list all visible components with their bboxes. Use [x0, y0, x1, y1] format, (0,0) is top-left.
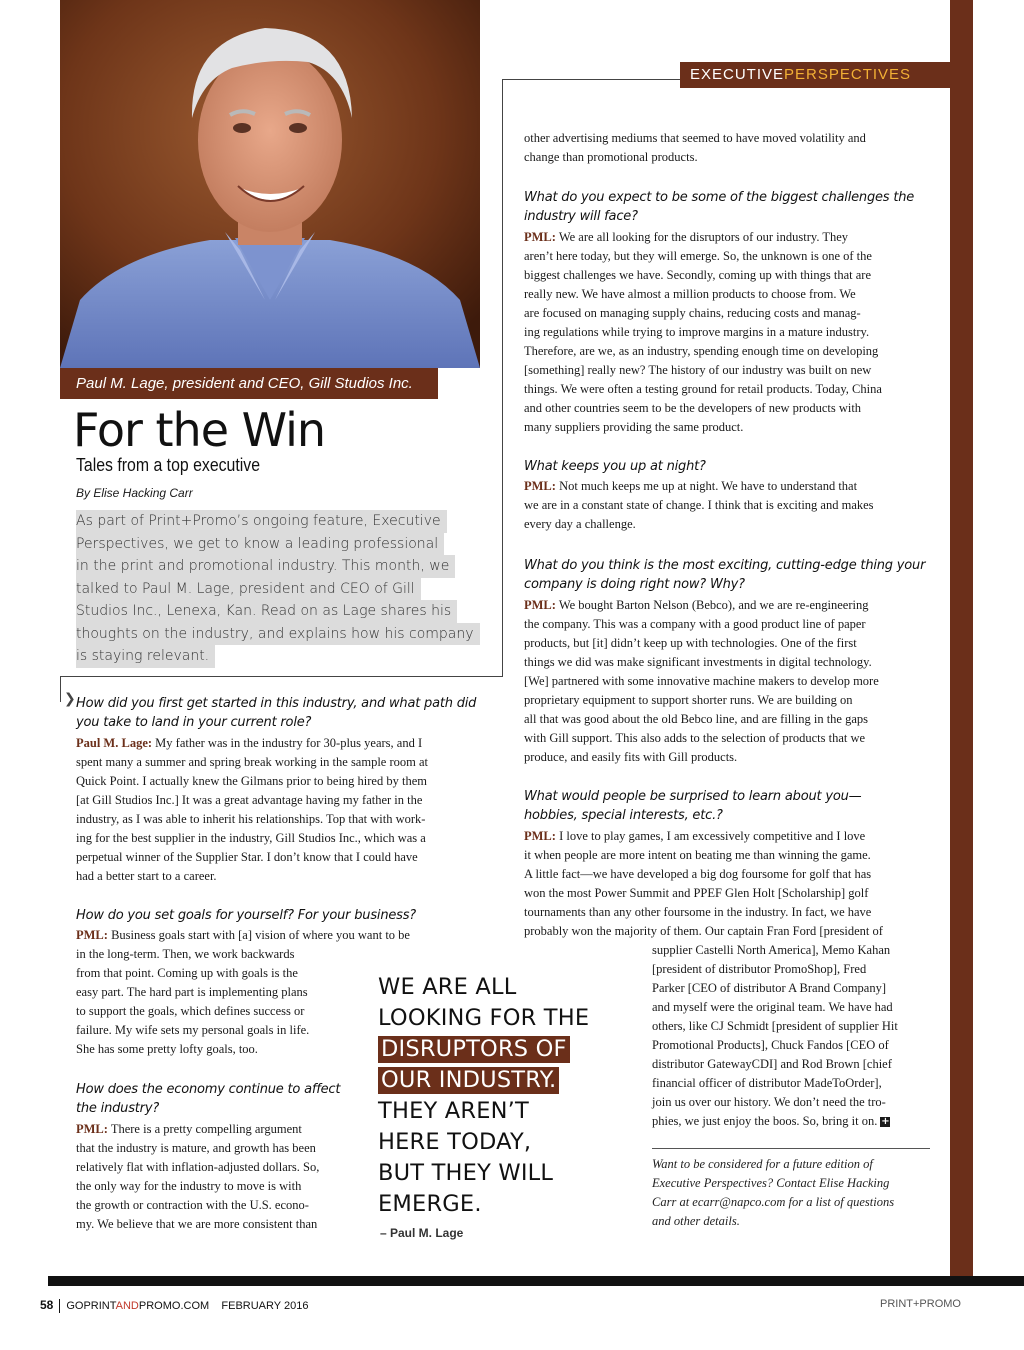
answer-1 — [76, 734, 428, 886]
answer-line: probably won the majority of them. Our captain Fran Ford [president of — [524, 924, 883, 938]
question-line: What do you think is the most exciting, cutting-edge thing your — [524, 558, 926, 573]
answer-line: had a better start to a career. — [76, 869, 217, 883]
answer-line: Quick Point. I actually knew the Gilmans prior to being hired by them — [76, 774, 427, 788]
pull-quote-attribution: – Paul M. Lage — [380, 1226, 464, 1240]
answer-line: ing regulations while trying to improve margins in a mature industry. — [524, 325, 870, 339]
page-number: 58 — [40, 1298, 54, 1312]
article-byline: By Elise Hacking Carr — [76, 486, 193, 500]
pull-quote-line: WE ARE ALL — [378, 974, 517, 1000]
speaker-label: PML: — [524, 479, 556, 493]
answer-line: in the long-term. Then, we work backwards — [76, 947, 295, 961]
answer-line: [We] partnered with some innovative machine makers to develop more — [524, 674, 879, 688]
pull-quote-line: HERE TODAY, — [378, 1129, 532, 1155]
answer-line: We bought Barton Nelson (Bebco), and we are re-engineering — [555, 598, 869, 612]
footer-left — [40, 1297, 308, 1314]
answer-line: all that was good about the old Bebco line, and are filling in the gaps — [524, 712, 869, 726]
pull-quote-line: LOOKING FOR THE — [378, 1005, 590, 1031]
question-line: company is doing right now? Why? — [524, 577, 745, 592]
answer-line: There is a pretty compelling argument — [107, 1122, 302, 1136]
answer-line: spent many a summer and spring break working in the sample room at — [76, 755, 429, 769]
question-line: you take to land in your current role? — [76, 715, 312, 730]
right-decorative-bar — [950, 0, 973, 1279]
answer-3 — [76, 1120, 319, 1234]
answer-7 — [524, 827, 883, 941]
question-4 — [524, 188, 914, 226]
answer-line: distributor GatewayCDI] and Rod Brown [chief — [652, 1057, 892, 1071]
speaker-label: PML: — [524, 598, 556, 612]
question-5 — [524, 457, 706, 476]
question-line: What do you expect to be some of the biggest challenges the — [524, 190, 915, 205]
section-header — [680, 62, 950, 88]
connector-arrow-stem — [60, 676, 61, 702]
answer-line: my. We believe that we are more consistent than — [76, 1217, 318, 1231]
answer-7-continued — [652, 941, 898, 1131]
intro-line: Perspectives, we get to know a leading professional — [76, 533, 444, 556]
answer-line: tournaments than any other foursome in the industry. In fact, we have — [524, 905, 872, 919]
answer-2 — [76, 926, 410, 1059]
answer-line: My father was in the industry for 30-plus years, and I — [152, 736, 423, 750]
question-3 — [76, 1080, 340, 1118]
end-mark-icon: + — [881, 1116, 890, 1128]
speaker-label: PML: — [524, 829, 556, 843]
question-line: industry will face? — [524, 209, 638, 224]
note-line: and other details. — [652, 1214, 740, 1228]
question-7 — [524, 787, 861, 825]
footer-publication: PRINT+PROMO — [880, 1298, 961, 1310]
portrait-photo — [60, 0, 480, 368]
intro-line: talked to Paul M. Lage, president and CEO of Gill — [76, 578, 421, 601]
answer-line: [president of distributor PromoShop], Fred — [652, 962, 867, 976]
answer-line: Business goals start with [a] vision of where you want to be — [107, 928, 410, 942]
question-line: What would people be surprised to learn about you— — [524, 789, 862, 804]
note-line: Executive Perspectives? Contact Elise Hacking — [652, 1176, 890, 1190]
answer-line: proprietary equipment to support shorter runs. We are building on — [524, 693, 853, 707]
answer-line: financial officer of distributor MadeToOrder], — [652, 1076, 882, 1090]
answer-line: Therefore, are we, as an industry, spending enough time on developing — [524, 344, 879, 358]
connector-line-vertical — [502, 79, 503, 677]
answer-line: we are in a constant state of change. I think that is exciting and makes — [524, 498, 874, 512]
pull-quote — [378, 972, 638, 1220]
answer-line: Parker [CEO of distributor A Brand Company] — [652, 981, 886, 995]
footer-bar — [48, 1276, 1024, 1286]
question-line: How did you first get started in this industry, and what path did — [76, 696, 477, 711]
question-line: hobbies, special interests, etc.? — [524, 808, 723, 823]
question-line: How does the economy continue to affect — [76, 1082, 341, 1097]
speaker-label: Paul M. Lage: — [76, 736, 153, 750]
intro-line: Studios Inc., Lenexa, Kan. Read on as Lage shares his — [76, 600, 457, 623]
question-line: How do you set goals for yourself? For your business? — [76, 908, 417, 923]
answer-line: and myself were the original team. We have had — [652, 1000, 893, 1014]
answer-line: things. We were often a testing ground for retail products. Today, China — [524, 382, 882, 396]
section-header-part1: EXECUTIVE — [690, 66, 785, 83]
answer-line: phies, we just enjoy the boos. So, bring it on. — [652, 1114, 878, 1128]
speaker-label: PML: — [76, 928, 108, 942]
photo-caption: Paul M. Lage, president and CEO, Gill Studios Inc. — [60, 368, 438, 399]
intro-line: is staying relevant. — [76, 645, 215, 668]
answer-line: She has some pretty lofty goals, too. — [76, 1042, 258, 1056]
note-divider — [652, 1148, 930, 1149]
answer-line: are focused on managing supply chains, reducing costs and manag- — [524, 306, 861, 320]
intro-paragraph — [76, 510, 496, 668]
footer-site-part: AND — [115, 1300, 139, 1312]
answer-4 — [524, 228, 882, 437]
answer-line: Not much keeps me up at night. We have to understand that — [555, 479, 858, 493]
answer-line: failure. My wife sets my personal goals in life. — [76, 1023, 310, 1037]
answer-line: join us over our history. We don’t need the tro- — [652, 1095, 886, 1109]
answer-line: aren’t here today, but they will emerge. So, the unknown is one of the — [524, 249, 872, 263]
answer-line: products, but [it] didn’t keep up with technologies. One of the first — [524, 636, 857, 650]
pull-quote-line: EMERGE. — [378, 1191, 482, 1217]
answer-line: produce, and easily fits with Gill products. — [524, 750, 738, 764]
answer-line: others, like CJ Schmidt [president of supplier Hit — [652, 1019, 898, 1033]
article-title: For the Win — [73, 403, 326, 457]
note-line: Carr at ecarr@napco.com for a list of questions — [652, 1195, 895, 1209]
answer-line: ing for the best supplier in the industry, Gill Studios Inc., which was a — [76, 831, 426, 845]
answer-5 — [524, 477, 874, 534]
answer-line: Promotional Products], Chuck Fandos [CEO of — [652, 1038, 889, 1052]
question-6 — [524, 556, 925, 594]
answer-line: We are all looking for the disruptors of our industry. They — [555, 230, 849, 244]
answer-line: biggest challenges we have. Secondly, coming up with things that are — [524, 268, 872, 282]
answer-line: with Gill support. This also adds to the selection of products that we — [524, 731, 866, 745]
speaker-label: PML: — [524, 230, 556, 244]
continued-answer — [524, 129, 866, 167]
answer-line: change than promotional products. — [524, 150, 698, 164]
answer-line: really new. We have almost a million products to choose from. We — [524, 287, 856, 301]
connector-line-middle — [60, 676, 503, 677]
connector-line-top — [502, 79, 680, 80]
intro-line: in the print and promotional industry. This month, we — [76, 555, 455, 578]
answer-line: the only way for the industry to move is with — [76, 1179, 302, 1193]
answer-line: [something] really new? The history of our industry was built on new — [524, 363, 872, 377]
answer-line: I love to play games, I am excessively competitive and I love — [555, 829, 866, 843]
footer-site-part: GOPRINT — [66, 1300, 116, 1312]
pull-quote-line: THEY AREN’T — [378, 1098, 529, 1124]
arrow-right-icon: ❯ — [64, 691, 76, 707]
answer-line: it when people are more intent on beating me than winning the game. — [524, 848, 871, 862]
intro-line: As part of Print+Promo’s ongoing feature, Executive — [76, 510, 447, 533]
pull-quote-highlight: DISRUPTORS OF — [378, 1036, 570, 1063]
footer-issue: FEBRUARY 2016 — [221, 1300, 309, 1312]
answer-line: perpetual winner of the Supplier Star. I don’t know that I could have — [76, 850, 418, 864]
question-2 — [76, 906, 416, 925]
answer-line: from that point. Coming up with goals is the — [76, 966, 298, 980]
footer-site-part: PROMO.COM — [138, 1300, 210, 1312]
portrait-illustration — [60, 0, 480, 368]
footer-site — [66, 1300, 209, 1312]
pull-quote-line: BUT THEY WILL — [378, 1160, 554, 1186]
note-line: Want to be considered for a future edition of — [652, 1157, 873, 1171]
answer-6 — [524, 596, 879, 767]
question-line: the industry? — [76, 1101, 160, 1116]
answer-line: things we did was make significant investments in digital technology. — [524, 655, 872, 669]
speaker-label: PML: — [76, 1122, 108, 1136]
section-header-part2: PERSPECTIVES — [784, 66, 912, 83]
answer-line: many suppliers providing the same product. — [524, 420, 744, 434]
question-1 — [76, 694, 476, 732]
contact-note — [652, 1155, 894, 1231]
intro-line: thoughts on the industry, and explains how his company — [76, 623, 480, 646]
answer-line: supplier Castelli North America], Memo Kahan — [652, 943, 891, 957]
answer-line: the company. This was a company with a good product line of paper — [524, 617, 866, 631]
answer-line: every day a challenge. — [524, 517, 636, 531]
answer-line: relatively flat with inflation-adjusted dollars. So, — [76, 1160, 320, 1174]
footer-separator — [59, 1299, 60, 1313]
answer-line: and other countries seem to be the developers of new products with — [524, 401, 862, 415]
answer-line: A little fact—we have developed a big dog foursome for golf that has — [524, 867, 872, 881]
question-line: What keeps you up at night? — [524, 459, 706, 474]
answer-line: other advertising mediums that seemed to have moved volatility and — [524, 131, 866, 145]
answer-line: [at Gill Studios Inc.] It was a great advantage having my father in the — [76, 793, 423, 807]
answer-line: industry, as I was able to inherit his relationships. Top that with work- — [76, 812, 426, 826]
answer-line: to support the goals, which defines success or — [76, 1004, 305, 1018]
answer-line: the growth or contraction with the U.S. econo- — [76, 1198, 309, 1212]
pull-quote-highlight: OUR INDUSTRY. — [378, 1067, 559, 1094]
answer-line: easy part. The hard part is implementing plans — [76, 985, 308, 999]
answer-line: that the industry is mature, and growth has been — [76, 1141, 316, 1155]
answer-line: won the most Power Summit and PPEF Glen Holt [Scholarship] golf — [524, 886, 869, 900]
article-subtitle: Tales from a top executive — [76, 455, 261, 475]
